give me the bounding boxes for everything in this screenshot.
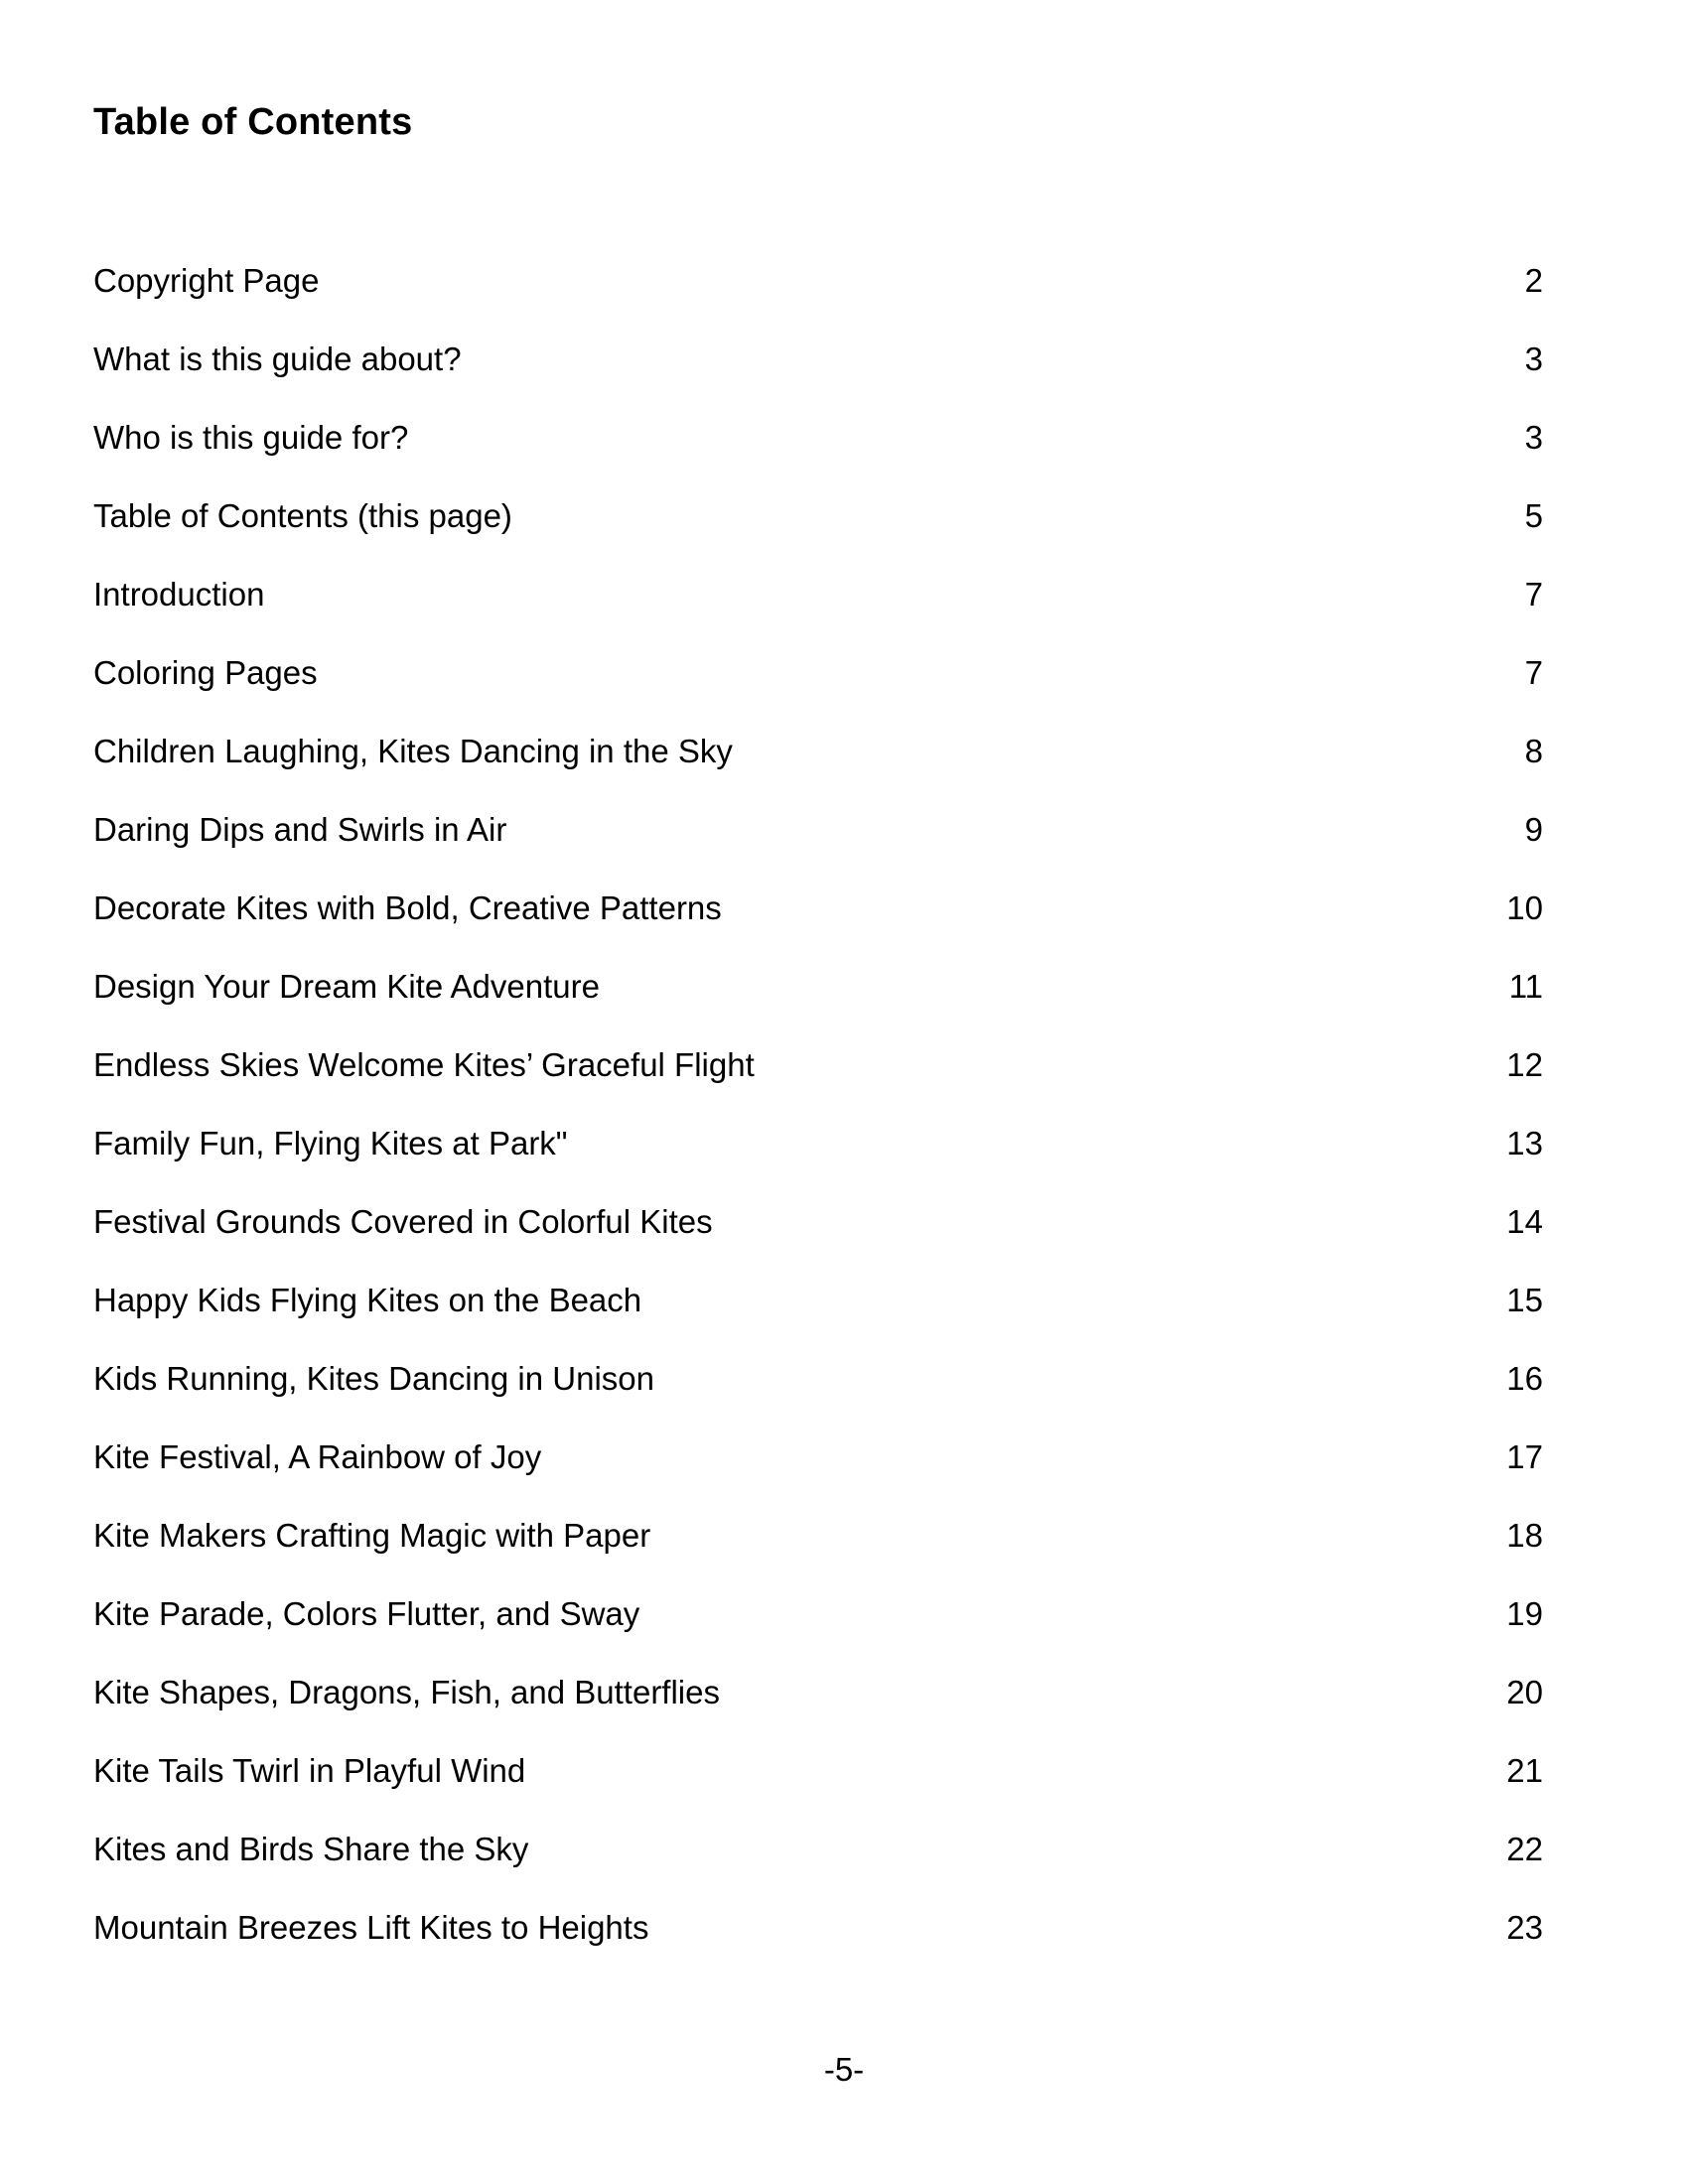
toc-entry [93, 1119, 1543, 1197]
toc-entry-page: 22 [1506, 1831, 1543, 1867]
toc-entry [93, 491, 1543, 570]
toc-entry-label: Family Fun, Flying Kites at Park" [93, 1125, 568, 1161]
toc-entry-label: Table of Contents (this page) [93, 497, 512, 534]
toc-entry [93, 648, 1543, 727]
toc-entry-label: Endless Skies Welcome Kites’ Graceful Flight [93, 1046, 755, 1083]
toc-entry [93, 1197, 1543, 1276]
toc-entry-label: Decorate Kites with Bold, Creative Patterns [93, 889, 722, 926]
toc-entry [93, 884, 1543, 962]
toc-entry-label: Children Laughing, Kites Dancing in the Sky [93, 733, 733, 769]
page-number: -5- [823, 2051, 865, 2088]
toc-entry [93, 1746, 1543, 1825]
toc-entry-label: Kite Makers Crafting Magic with Paper [93, 1517, 651, 1554]
toc-entry-page: 11 [1508, 968, 1543, 1005]
toc-entry-label: Happy Kids Flying Kites on the Beach [93, 1282, 642, 1318]
toc-entry-label: Mountain Breezes Lift Kites to Heights [93, 1909, 649, 1946]
toc-entry-page: 21 [1506, 1752, 1543, 1789]
toc-entry [93, 1903, 1543, 1981]
toc-entry-label: Who is this guide for? [93, 419, 409, 456]
toc-entry-page: 8 [1524, 733, 1543, 769]
toc-entry-page: 7 [1524, 576, 1543, 613]
toc-entry-label: Kite Tails Twirl in Playful Wind [93, 1752, 526, 1789]
page-title: Table of Contents [93, 101, 413, 143]
toc-entry [93, 413, 1543, 491]
toc-entry [93, 1825, 1543, 1903]
toc-entry [93, 1433, 1543, 1511]
toc-entry-label: Kids Running, Kites Dancing in Unison [93, 1360, 654, 1397]
toc-entry-page: 18 [1506, 1517, 1543, 1554]
toc-entry-page: 3 [1524, 419, 1543, 456]
toc-entry-label: Kite Parade, Colors Flutter, and Sway [93, 1595, 640, 1632]
toc-entry-page: 20 [1506, 1674, 1543, 1710]
toc-entry-page: 23 [1506, 1909, 1543, 1946]
toc-entry-page: 2 [1524, 262, 1543, 299]
toc-entry [93, 1276, 1543, 1354]
toc-entry-page: 7 [1524, 654, 1543, 691]
toc-entry [93, 1354, 1543, 1433]
toc-entry-page: 5 [1524, 497, 1543, 534]
toc-entry [93, 256, 1543, 335]
toc-entry-label: Kite Festival, A Rainbow of Joy [93, 1438, 542, 1475]
toc-entry-page: 16 [1506, 1360, 1543, 1397]
toc-entry-label: Daring Dips and Swirls in Air [93, 811, 507, 848]
toc-entry-page: 12 [1506, 1046, 1543, 1083]
toc-entry [93, 962, 1543, 1040]
toc-entry [93, 1668, 1543, 1746]
toc-list [93, 256, 1543, 1981]
toc-entry-label: What is this guide about? [93, 341, 462, 377]
toc-entry [93, 1589, 1543, 1668]
toc-entry-page: 9 [1524, 811, 1543, 848]
toc-entry-label: Festival Grounds Covered in Colorful Kites [93, 1203, 713, 1240]
toc-entry-label: Coloring Pages [93, 654, 318, 691]
toc-entry [93, 805, 1543, 884]
toc-entry-label: Copyright Page [93, 262, 320, 299]
toc-entry [93, 335, 1543, 413]
toc-entry-page: 15 [1506, 1282, 1543, 1318]
toc-entry-page: 10 [1506, 889, 1543, 926]
toc-entry-page: 17 [1506, 1438, 1543, 1475]
toc-entry-label: Design Your Dream Kite Adventure [93, 968, 600, 1005]
toc-entry [93, 570, 1543, 648]
toc-entry [93, 727, 1543, 805]
toc-entry [93, 1511, 1543, 1589]
toc-entry-page: 3 [1524, 341, 1543, 377]
toc-entry-page: 14 [1506, 1203, 1543, 1240]
toc-entry-label: Kites and Birds Share the Sky [93, 1831, 529, 1867]
toc-entry-page: 13 [1506, 1125, 1543, 1161]
toc-entry [93, 1040, 1543, 1119]
toc-entry-label: Introduction [93, 576, 265, 613]
toc-entry-label: Kite Shapes, Dragons, Fish, and Butterflies [93, 1674, 720, 1710]
toc-entry-page: 19 [1506, 1595, 1543, 1632]
